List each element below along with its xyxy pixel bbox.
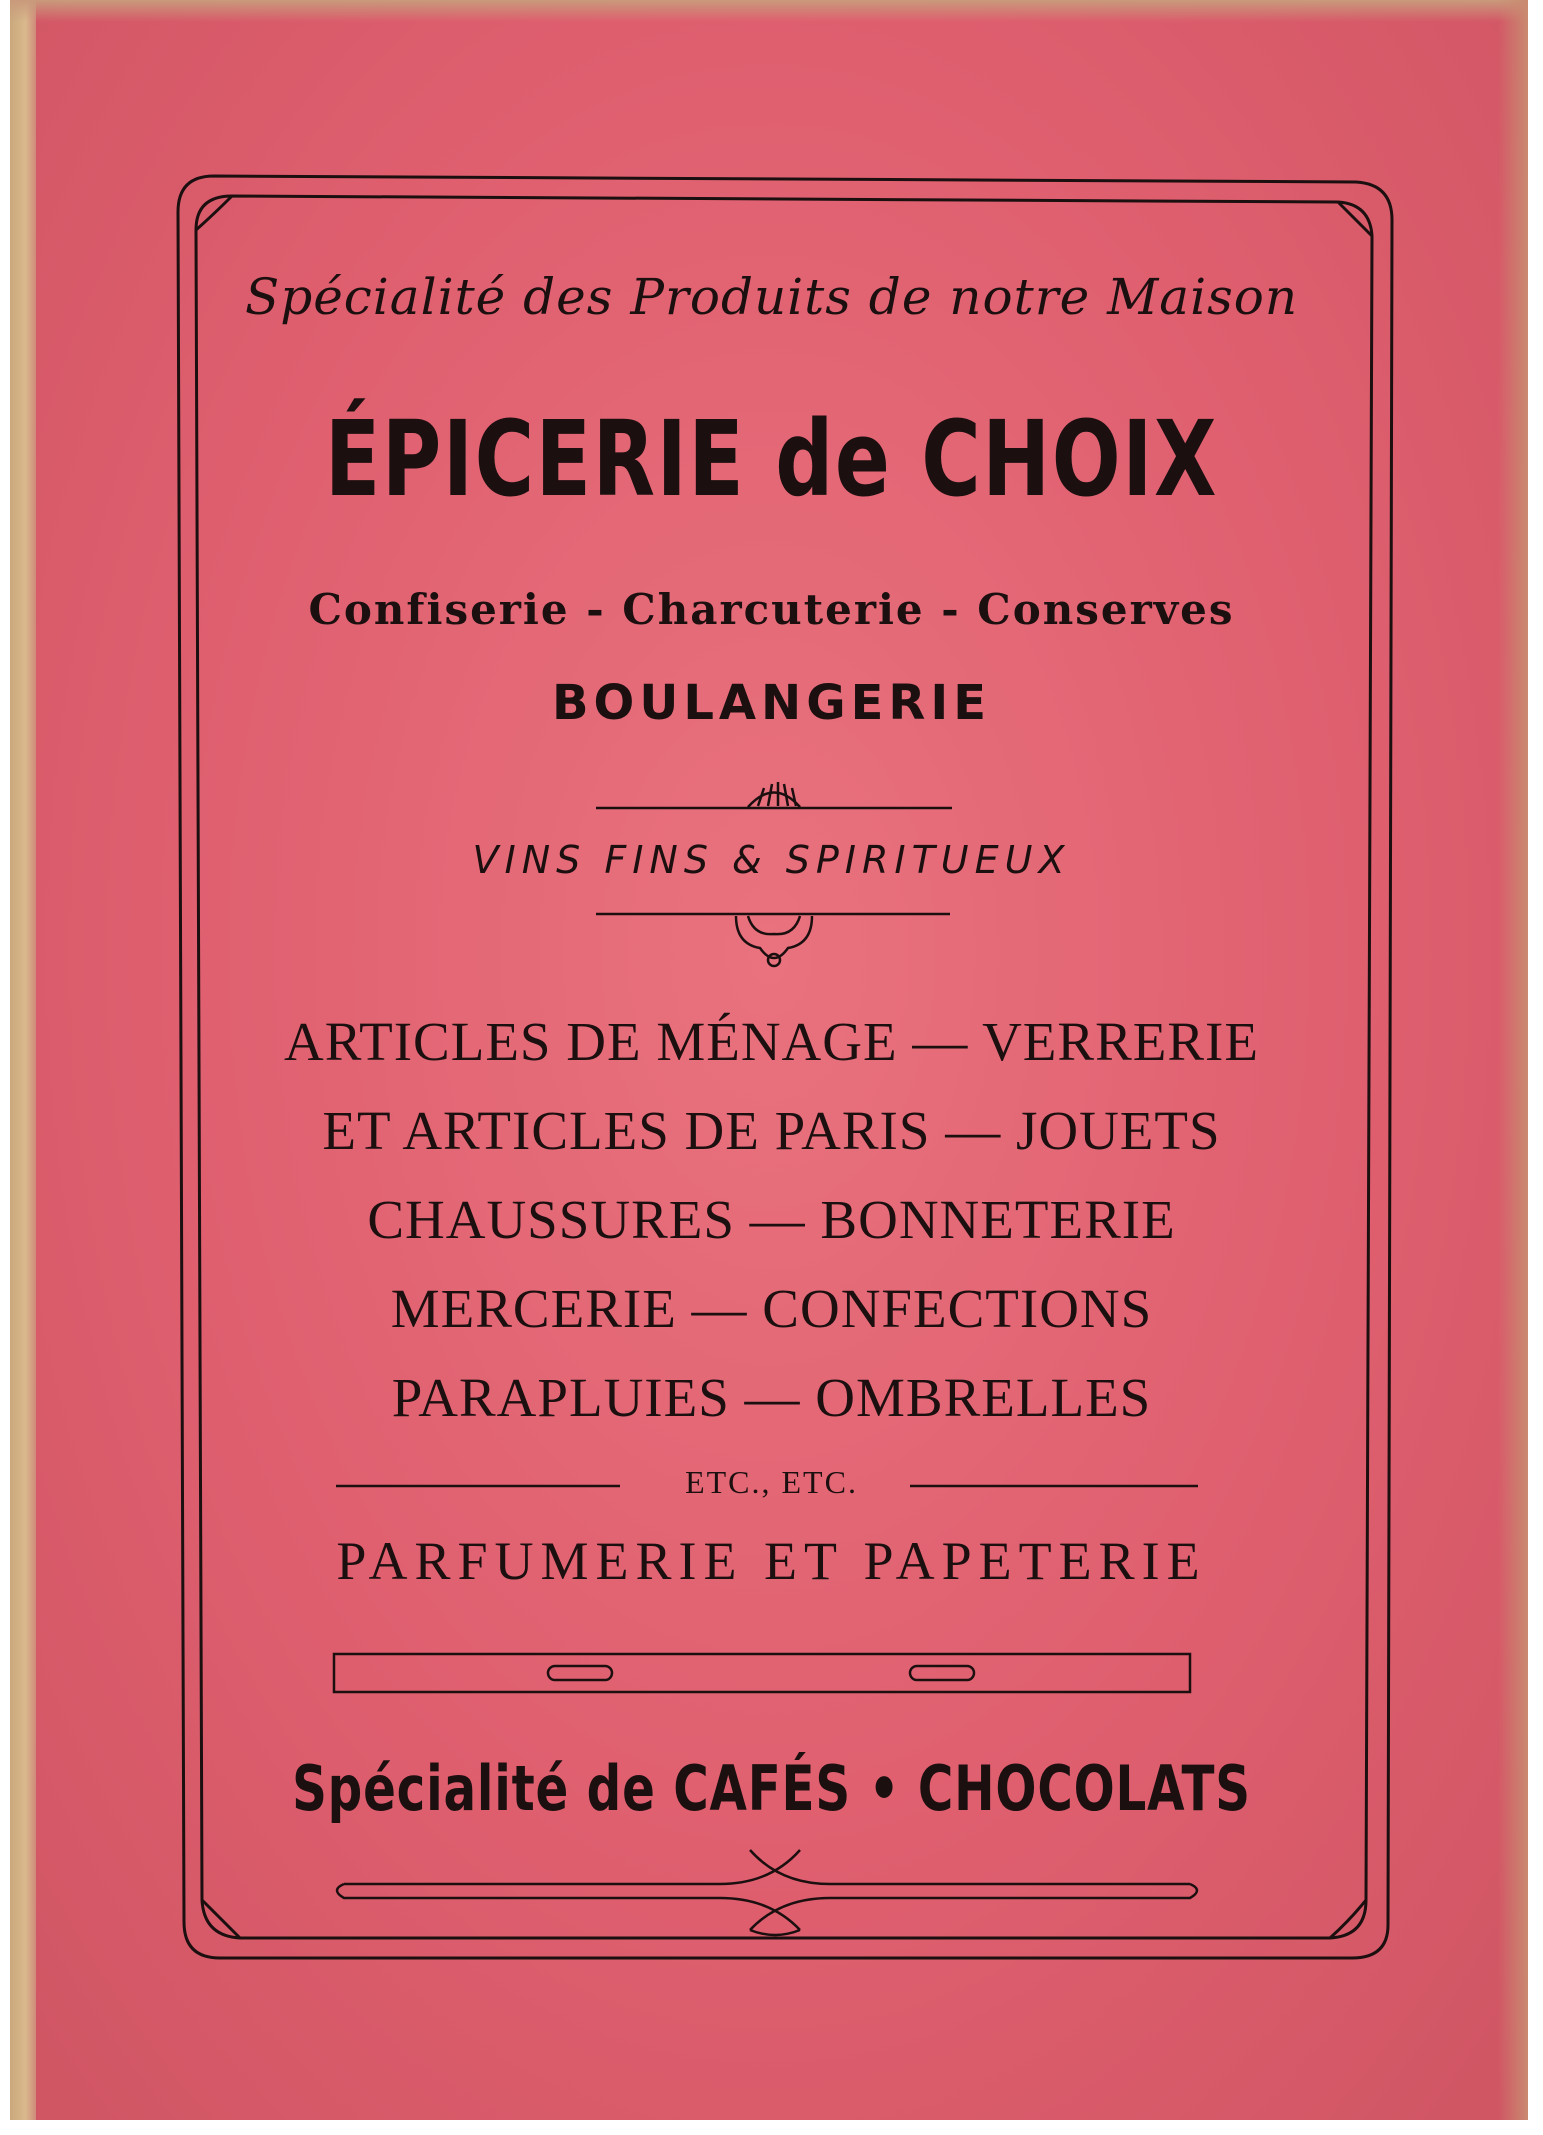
bakery-label: BOULANGERIE: [551, 675, 992, 731]
scroll-ornament-icon: [596, 914, 950, 966]
fan-ornament-icon: [596, 782, 952, 808]
article-line-3: CHAUSSURES — BONNETERIE: [367, 1189, 1176, 1250]
subtitle: Confiserie - Charcuterie - Conserves: [308, 585, 1235, 634]
divider-bar: [334, 1654, 1190, 1692]
tagline: Spécialité des Produits de notre Maison: [244, 268, 1299, 326]
etc-label: ETC., ETC.: [685, 1464, 858, 1500]
main-title: ÉPICERIE de CHOIX: [324, 398, 1219, 520]
braid-ornament-icon: [337, 1850, 1197, 1935]
article-line-1: ARTICLES DE MÉNAGE — VERRERIE: [284, 1011, 1259, 1072]
article-line-4: MERCERIE — CONFECTIONS: [390, 1278, 1153, 1339]
article-line-5: PARAPLUIES — OMBRELLES: [391, 1367, 1152, 1428]
wines-label: VINS FINS & SPIRITUEUX: [472, 838, 1071, 882]
perfume-label: PARFUMERIE ET PAPETERIE: [336, 1531, 1207, 1591]
article-line-2: ET ARTICLES DE PARIS — JOUETS: [322, 1100, 1221, 1161]
specialty-footer: Spécialité de CAFÉS • CHOCOLATS: [292, 1752, 1251, 1825]
